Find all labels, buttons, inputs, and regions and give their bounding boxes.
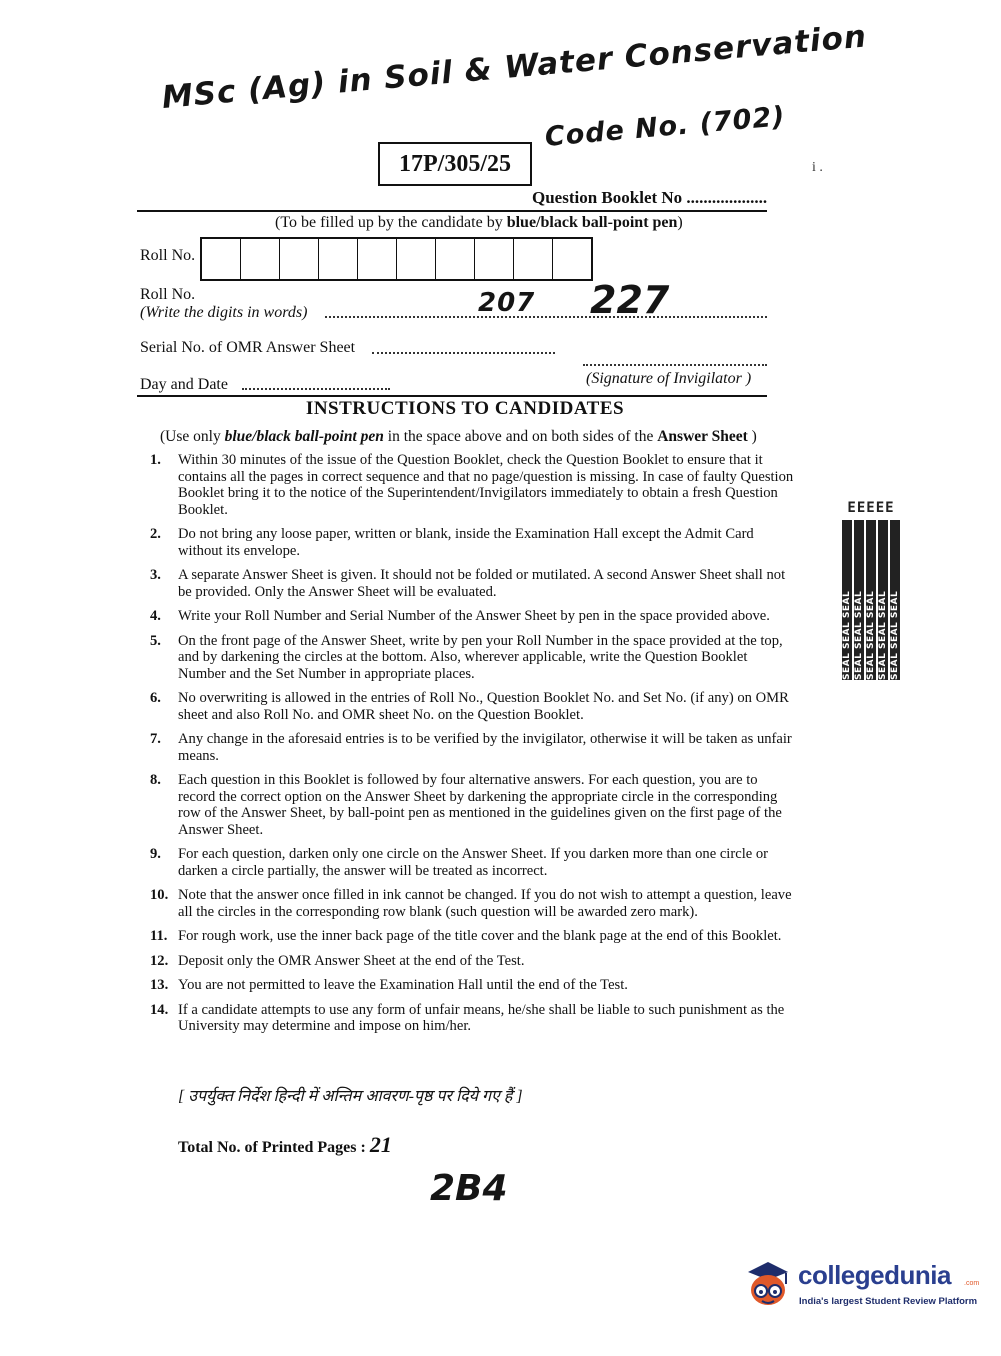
seal-column: SEAL SEAL SEAL [866,520,876,680]
instruction-text: Within 30 minutes of the issue of the Question Booklet, check the Question Booklet to ensure that it contains all the pages in correct sequence and that no page/question is missing. In case of faulty Question Booklet bring it to the notice of the Superintendent/Invigilators immediately to obtain a fresh Question Booklet. [178,452,794,518]
day-date-label: Day and Date [140,376,228,393]
instruction-number: 1. [150,452,161,468]
roll-digit-box[interactable] [436,239,475,279]
instruction-item [150,690,795,723]
omr-serial-label: Serial No. of OMR Answer Sheet [140,339,356,356]
seal-column: SEAL SEAL SEAL [842,520,852,680]
instructions-list [150,452,795,1043]
handwritten-roll-words: 207 [478,288,536,318]
paper-code-box: 17P/305/25 [378,142,532,186]
roll-words-field[interactable] [325,316,767,318]
roll-digit-box[interactable] [280,239,319,279]
instruction-item [150,928,795,945]
instruction-number: 4. [150,608,161,624]
seal-top-text: EEEEE [847,500,895,516]
instruction-number: 6. [150,690,161,706]
top-divider [137,210,767,212]
instruction-text: A separate Answer Sheet is given. It should not be folded or mutilated. A second Answer Sheet shall not be provided. Only the Answer Sheet will be evaluated. [178,567,786,600]
instructions-heading: INSTRUCTIONS TO CANDIDATES [305,398,625,419]
handwritten-course-code: Code No. (702) [543,101,787,153]
instruction-text: Do not bring any loose paper, written or blank, inside the Examination Hall except the Admit Card without its envelope. [178,526,754,559]
instruction-item [150,887,795,920]
instruction-item [150,526,795,559]
handwritten-roll-number: 227 [590,278,670,322]
instruction-item [150,633,795,683]
seal-column: SEAL SEAL SEAL [878,520,888,680]
omr-serial-field[interactable] [372,352,555,354]
instruction-number: 12. [150,952,169,969]
roll-words-label: Roll No. [140,286,196,303]
handwritten-bottom-mark: 2B4 [430,1168,508,1209]
instruction-text: On the front page of the Answer Sheet, write by pen your Roll Number in the space provided at the top, and by darkening the circles at the bottom. Also, wherever applicable, write the Question Booklet Number and the Set Number in appropriate places. [178,632,783,682]
form-bottom-divider [137,395,767,397]
instruction-item [150,953,795,970]
instruction-item [150,1002,795,1035]
instruction-item [150,608,795,625]
instruction-text: Deposit only the OMR Answer Sheet at the end of the Test. [178,952,525,969]
instruction-item [150,567,795,600]
logo-name: collegedunia [798,1260,951,1290]
instruction-number: 13. [150,977,169,993]
seal-columns [842,520,900,680]
instruction-item [150,731,795,764]
logo-tagline: India's largest Student Review Platform [799,1296,978,1307]
roll-number-boxes[interactable] [200,237,593,281]
roll-no-label: Roll No. [140,247,196,264]
instruction-text: Each question in this Booklet is followed by four alternative answers. For each question, you are to record the correct option on the Answer Sheet by darkening the appropriate circle in the corresponding row of the Answer Sheet, by ball-point pen as mentioned in the guidelines given on the first page of the Answer Sheet. [178,772,782,838]
instruction-text: You are not permitted to leave the Examination Hall until the end of the Test. [178,977,628,993]
day-date-field[interactable] [242,388,390,390]
instruction-number: 9. [150,846,161,862]
seal-column: SEAL SEAL SEAL [854,520,864,680]
instruction-number: 5. [150,632,161,649]
roll-digit-box[interactable] [319,239,358,279]
roll-digit-box[interactable] [514,239,553,279]
instruction-text: If a candidate attempts to use any form of unfair means, he/she shall be liable to such punishment as the University may determine and impose on him/her. [178,1001,785,1034]
instruction-number: 2. [150,526,161,542]
instruction-number: 3. [150,567,161,583]
total-pages-value: 21 [369,1132,392,1157]
instruction-item [150,977,795,994]
logo-suffix: .com [964,1280,980,1287]
question-booklet-label: Question Booklet No ................... [532,188,768,207]
instruction-item [150,846,795,879]
seal-strip [842,500,900,690]
signature-line[interactable] [583,364,767,366]
collegedunia-logo[interactable] [742,1256,980,1312]
instruction-item [150,452,795,518]
signature-label: (Signature of Invigilator ) [586,370,752,387]
instruction-number: 10. [150,887,169,903]
roll-digit-box[interactable] [475,239,514,279]
instruction-text: Note that the answer once filled in ink cannot be changed. If you do not wish to attempt a question, leave all the circles in the corresponding row blank (such question will be awarded zero mark). [178,887,792,920]
handwritten-course-title: MSc (Ag) in Soil & Water Conservation [160,18,869,116]
instruction-number: 8. [150,772,161,788]
instruction-text: No overwriting is allowed in the entries of Roll No., Question Booklet No. and Set No. (if any) on OMR sheet and also Roll No. and OMR sheet No. on the Question Booklet. [178,690,789,723]
instruction-text: Any change in the aforesaid entries is to be verified by the invigilator, otherwise it will be taken as unfair means. [178,731,792,764]
seal-column: SEAL SEAL SEAL [890,520,900,680]
instruction-number: 11. [150,928,168,944]
instruction-text: For rough work, use the inner back page of the title cover and the blank page at the end of this Booklet. [178,928,782,944]
total-pages: Total No. of Printed Pages : 21 [178,1132,392,1157]
mascot-icon [742,1258,794,1310]
roll-digit-box[interactable] [202,239,241,279]
roll-words-hint: (Write the digits in words) [140,304,308,321]
fill-instruction: (To be filled up by the candidate by blue/black ball-point pen) [275,214,683,231]
instruction-item [150,772,795,838]
instruction-number: 14. [150,1001,169,1018]
roll-digit-box[interactable] [553,239,591,279]
roll-digit-box[interactable] [358,239,397,279]
roll-digit-box[interactable] [241,239,280,279]
stray-mark: i . [812,160,823,175]
hindi-note: [ उपर्युक्त निर्देश हिन्दी में अन्तिम आवरण-पृष्ठ पर दिये गए हैं ] [178,1088,523,1105]
pen-note: (Use only blue/black ball-point pen in the space above and on both sides of the Answer Sheet ) [160,428,757,445]
instruction-text: Write your Roll Number and Serial Number of the Answer Sheet by pen in the space provided above. [178,608,770,624]
instruction-text: For each question, darken only one circle on the Answer Sheet. If you darken more than one circle or darken a circle partially, the answer will be treated as incorrect. [178,846,769,879]
instruction-number: 7. [150,731,161,747]
roll-digit-box[interactable] [397,239,436,279]
